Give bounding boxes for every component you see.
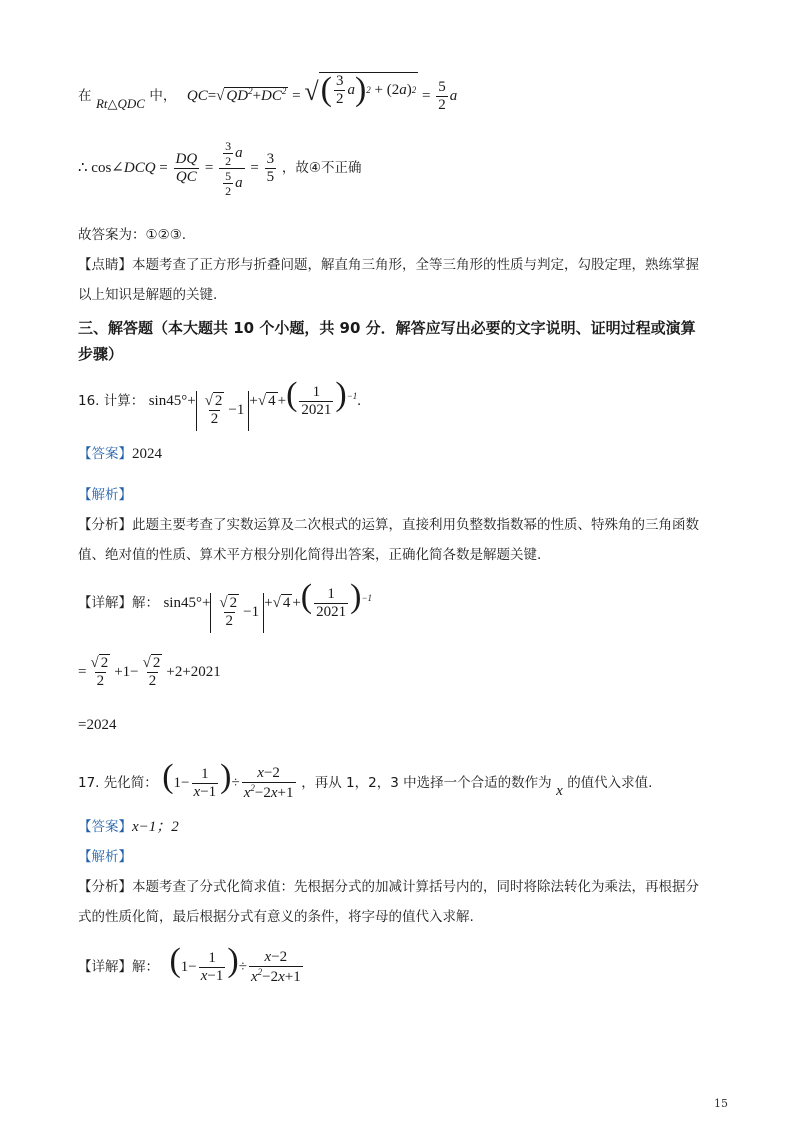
analysis-tag: 【解析】 [78,849,132,865]
text-middle: 中， [149,88,177,104]
page-number: 15 [714,1097,728,1110]
cos-formula: ∴ cos∠DCQ = $\frac{DQ}{QC}$ = $\frac{3}{2}$ a $\frac{5}{2}$ a = $\frac{3}{5}$ [78,139,275,198]
q16-detail [78,580,372,633]
answer-summary: 故答案为：①②③. [78,227,187,243]
answer-tag: 【答案】 [78,819,132,835]
conclusion-4-text: ，故④不正确 [281,159,362,176]
q17-expression: (1− $\frac{1}{x-1}$ )÷ $\frac{x-2}{x^2-2x+1}$ [162,758,294,802]
detail-tag: 【详解】解： [78,959,159,975]
q17-analysis-line-1: 【分析】本题考查了分式化简求值：先根据分式的加减计算括号内的，同时将除法转化为乘法，再根据分 [78,879,699,895]
answer-value: x−1；2 [132,819,179,835]
q17-suffix-2: 的值代入求值. [567,775,653,791]
q16-step-1: = $\frac{√ 2}{2}$ +1− $\frac{√ 2}{2}$ +2+2021 [78,655,221,689]
q17-detail [78,944,305,985]
answer-tag: 【答案】 [78,446,132,462]
question-17 [78,760,652,801]
answer-value: 2024 [132,446,162,462]
q17-detail-expression: (1− $\frac{1}{x-1}$ )÷ $\frac{x-2}{x^2-2x+1}$ [169,942,301,986]
q17-answer [78,820,179,835]
qc-formula: QC=√ $QD^2+DC^2$ = √ ( $\frac{3}{2}$ a ) 2 + (2 a ) 2 = $\frac{5}{2}$ a [186,71,458,114]
cos-equation-line [78,140,361,197]
q16-detail-expression: sin45°+ $\frac{√ 2}{2}$ −1 +√ 4 +( $\frac{1}{2021}$ )$^{-1}$ [163,595,372,611]
comment-line-1: 【点睛】本题考查了正方形与折叠问题，解直角三角形，全等三角形的性质与判定，勾股定理，熟练掌握 [78,257,699,273]
analysis-tag: 【解析】 [78,487,132,503]
qc-equation-line [78,72,457,113]
text-in: 在 [78,88,92,104]
q17-label: 17. 先化简： [78,775,158,791]
section-title: 三、解答题（本大题共 10 个小题，共 90 分．解答应写出必要的文字说明、证明过程或演算 [78,319,696,337]
comment-line-2: 以上知识是解题的关键. [78,287,218,303]
q17-analysis-line-2: 式的性质化简，最后根据分式有意义的条件，将字母的值代入求解. [78,909,474,925]
question-16 [78,378,361,431]
triangle-label: Rt△QDC [95,96,145,111]
q16-answer [78,447,162,462]
q16-label: 16. 计算： [78,393,145,409]
q17-variable: x [556,783,563,799]
q16-expression: sin45°+ $\frac{√ 2}{2}$ −1 +√ 4 +( $\frac{1}{2021}$ )$^{-1}$. [149,393,361,409]
q16-analysis-line-2: 值、绝对值的性质、算术平方根分别化简得出答案，正确化简各数是解题关键. [78,547,542,563]
q17-suffix: ，再从 1，2，3 中选择一个合适的数作为 [301,775,552,791]
section-title-cont: 步骤） [78,345,124,363]
q16-analysis-line-1: 【分析】此题主要考查了实数运算及二次根式的运算，直接利用负整数指数幂的性质、特殊角的三角函数 [78,517,699,533]
detail-tag: 【详解】解： [78,595,159,611]
q16-result: =2024 [78,717,117,733]
